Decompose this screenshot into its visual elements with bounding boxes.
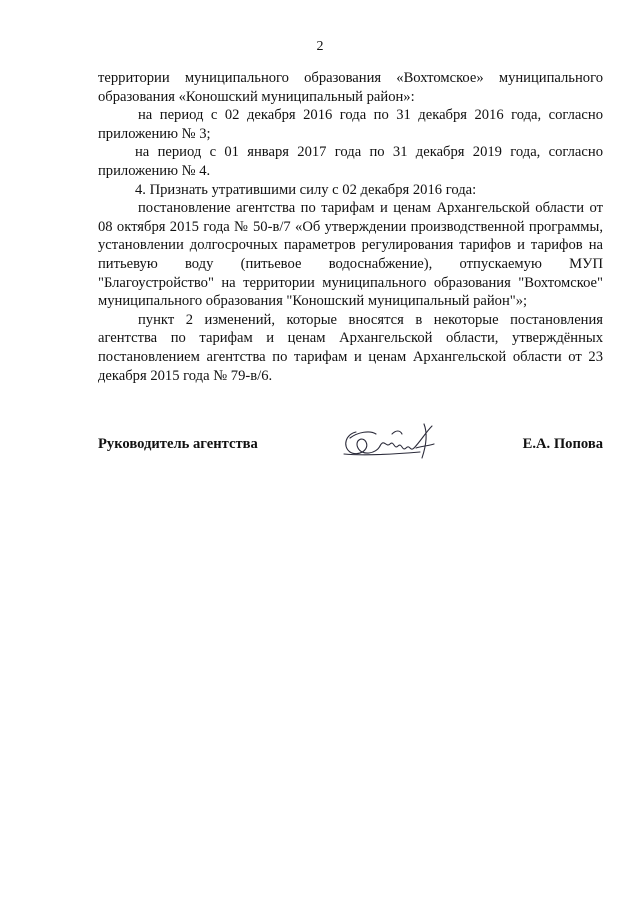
- paragraph-resolution: постановление агентства по тарифам и ценам Архангельской области от 08 октября 2015 года № 50-в/7 «Об утверждении производственной программы, установлении долгосрочных параметров регулирования тарифов и тарифов на питьевую воду (питьевое водоснабжение), отпускаемую МУП "Благоустройство" на территории муниципального образования "Вохтомское" муниципального образования "Коношский муниципальный район"»;: [98, 200, 603, 310]
- paragraph-period-2017-2019: на период с 01 января 2017 года по 31 декабря 2019 года, согласно приложению № 4.: [98, 144, 603, 179]
- paragraph-period-2016: на период с 02 декабря 2016 года по 31 декабря 2016 года, согласно приложению № 3;: [98, 107, 603, 142]
- handwritten-signature: [336, 418, 446, 466]
- signature-block: [98, 418, 603, 478]
- paragraph-territory: территории муниципального образования «Вохтомское» муниципального образования «Коношский муниципальный район»:: [98, 70, 603, 105]
- page-number: 2: [316, 39, 324, 54]
- signatory-name: Е.А. Попова: [522, 436, 603, 452]
- signatory-title: Руководитель агентства: [98, 436, 258, 452]
- paragraph-item-4: 4. Признать утратившими силу с 02 декабря 2016 года:: [135, 181, 477, 198]
- paragraph-point-2: пункт 2 изменений, которые вносятся в некоторые постановления агентства по тарифам и ценам Архангельской области, утверждённых постановлением агентства по тарифам и ценам Архангельской области от 23 декабря 2015 года № 79-в/6.: [98, 311, 603, 384]
- document-body: [98, 69, 603, 385]
